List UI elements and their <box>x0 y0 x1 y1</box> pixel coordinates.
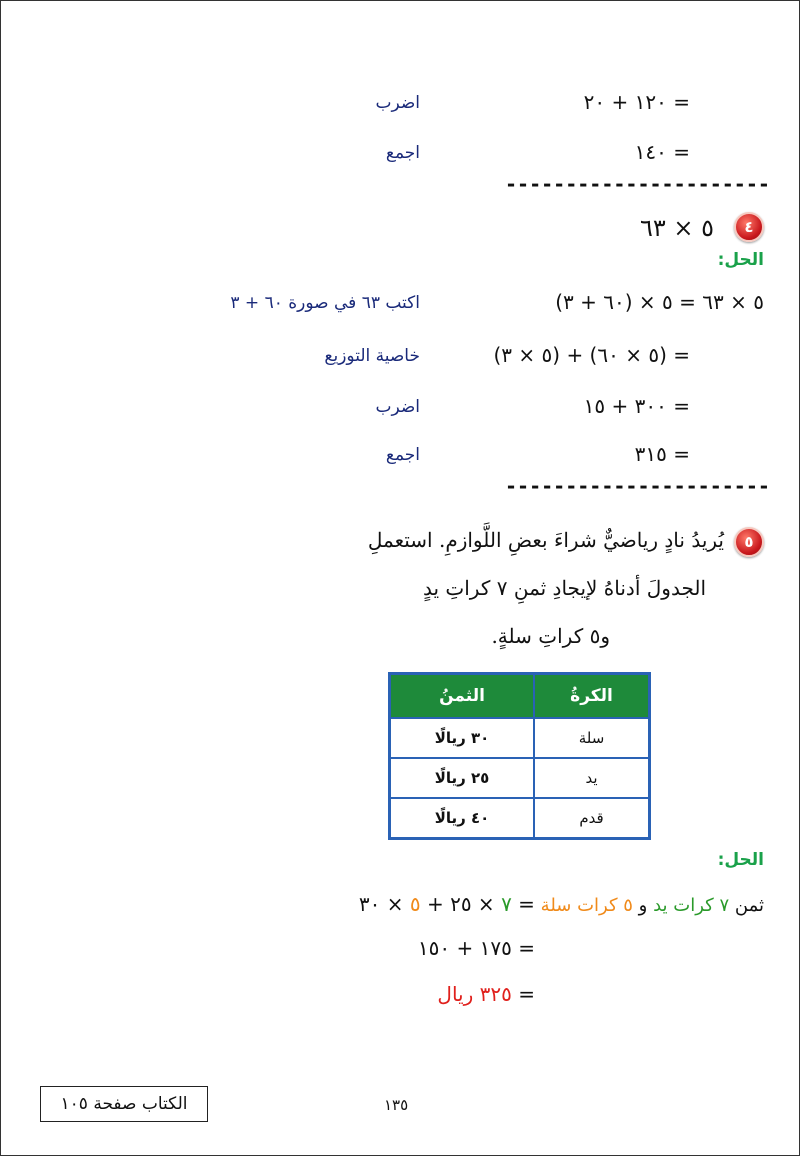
table-row <box>390 758 650 798</box>
column-header-ball: الكرةُ <box>534 674 649 719</box>
page-number: ١٣٥ <box>384 1096 409 1114</box>
equals-sign: = <box>518 892 535 916</box>
table-row <box>390 718 650 758</box>
answer-and: و <box>638 895 648 916</box>
step-note: اكتب ٦٣ في صورة ٦٠ + ٣ <box>230 293 420 313</box>
answer-hand-balls: ٧ كرات يد <box>653 895 730 916</box>
ball-cell: قدم <box>534 798 649 839</box>
step-note: اجمع <box>385 143 420 163</box>
table-row <box>390 798 650 839</box>
answer-times-30: × ٣٠ <box>358 892 404 916</box>
solution-label: الحل: <box>717 250 764 270</box>
price-cell: ٢٥ ريالًا <box>390 758 535 798</box>
problem-expression: ٥ × ٦٣ <box>639 214 714 242</box>
equation-line: = ١٧٥ + ١٥٠ <box>417 936 535 960</box>
separator: ---------------------- <box>505 474 770 498</box>
problem-number-badge: ٥ <box>734 527 764 557</box>
step-note: اضرب <box>375 397 420 417</box>
equation-line: = ٣١٥ <box>634 442 690 466</box>
price-table <box>388 672 651 840</box>
problem-text-line: الجدولَ أدناهُ لإيجادِ ثمنِ ٧ كراتِ يدٍ <box>423 576 706 600</box>
price-cell: ٤٠ ريالًا <box>390 798 535 839</box>
footer-text: الكتاب صفحة ١٠٥ <box>60 1094 188 1114</box>
equation-line: = (٥ × ٦٠) + (٥ × ٣) <box>493 343 690 367</box>
equation-line: = ١٢٠ + ٢٠ <box>583 90 690 114</box>
separator: ---------------------- <box>505 172 770 196</box>
step-note: اضرب <box>375 93 420 113</box>
column-header-price: الثمنُ <box>390 674 535 719</box>
equation-line: = ١٤٠ <box>634 140 690 164</box>
answer-times-25: × ٢٥ + <box>426 892 495 916</box>
answer-final-line <box>437 982 535 1006</box>
step-note: اجمع <box>385 445 420 465</box>
step-note: خاصية التوزيع <box>324 346 420 366</box>
problem-text-line: يُريدُ نادٍ رياضيٌّ شراءَ بعضِ اللَّوازمِ. استعملِ <box>367 528 724 552</box>
table-header-row <box>390 674 650 719</box>
answer-prefix: ثمن <box>734 895 764 916</box>
final-answer: ٣٢٥ ريال <box>437 982 512 1006</box>
problem-text-line: و٥ كراتِ سلةٍ. <box>491 624 610 648</box>
footer-reference <box>40 1086 208 1122</box>
answer-five: ٥ <box>409 892 421 916</box>
answer-line <box>359 892 764 916</box>
problem-number-badge: ٤ <box>734 212 764 242</box>
answer-basket-balls: ٥ كرات سلة <box>540 895 633 916</box>
answer-seven: ٧ <box>501 892 512 916</box>
ball-cell: يد <box>534 758 649 798</box>
equation-line: = ٣٠٠ + ١٥ <box>583 394 690 418</box>
equals-sign: = <box>518 982 535 1006</box>
solution-label: الحل: <box>717 850 764 870</box>
ball-cell: سلة <box>534 718 649 758</box>
equation-line: ٥ × ٦٣ = ٥ × (٦٠ + ٣) <box>555 290 764 314</box>
price-cell: ٣٠ ريالًا <box>390 718 535 758</box>
